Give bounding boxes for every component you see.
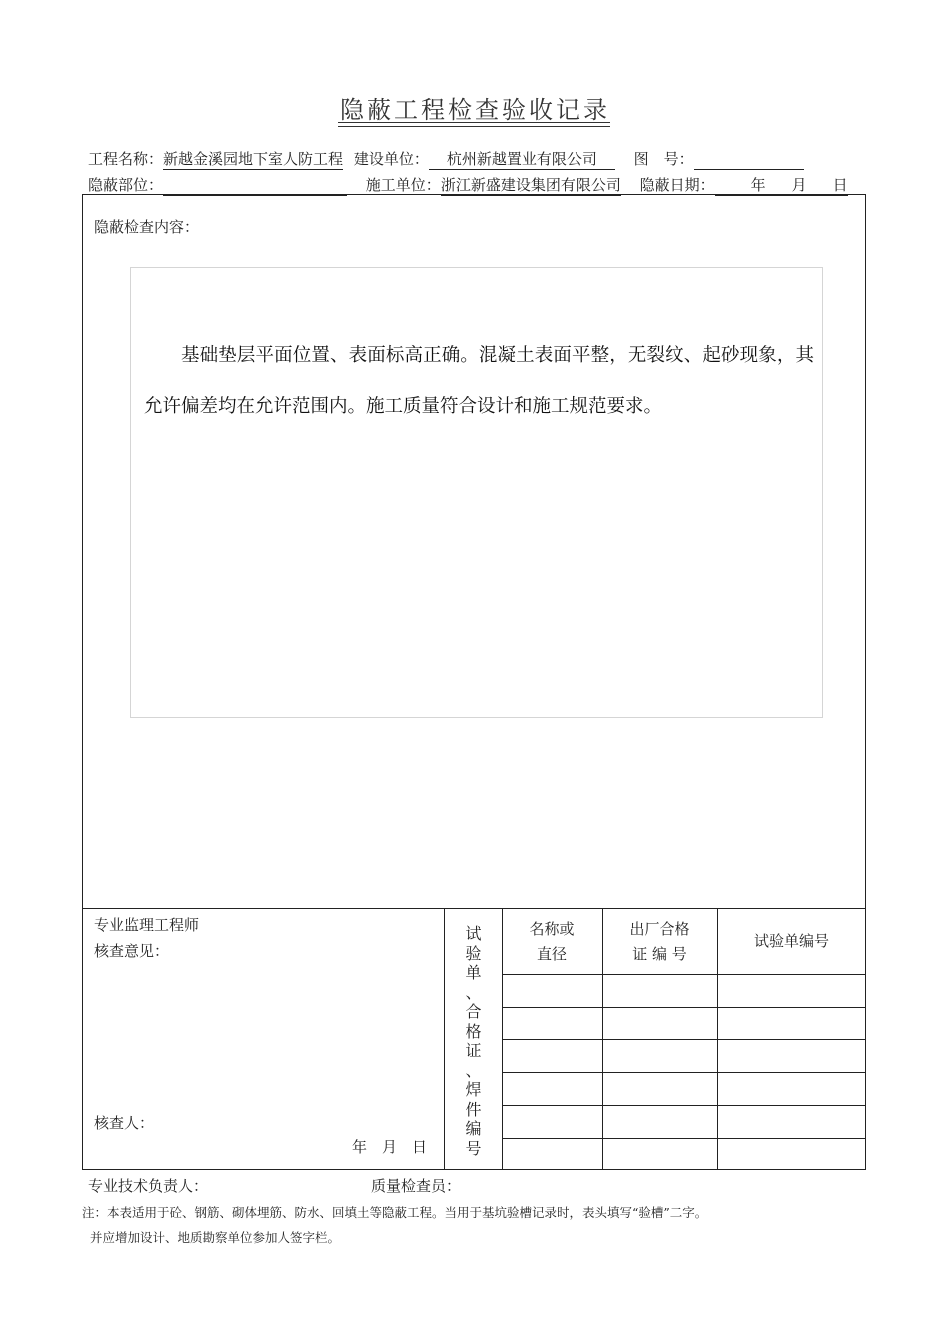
inspection-content-text: 基础垫层平面位置、表面标高正确。混凝土表面平整，无裂纹、起砂现象，其允许偏差均在允许范围内。施工质量符合设计和施工规范要求。 — [144, 345, 814, 417]
engineer-label-line2: 核查意见： — [94, 942, 170, 960]
table-row-line — [502, 1105, 866, 1106]
tech-lead-label: 专业技术负责人： — [88, 1177, 209, 1195]
table-row-line — [502, 1039, 866, 1040]
cert-vertical-label: 试 验 单 、 合 格 证 、 焊 件 编 号 — [465, 924, 482, 1158]
engineer-review-label — [94, 912, 199, 964]
col-header-cert-line1: 出厂合格 — [629, 920, 690, 938]
header-row-1 — [88, 148, 804, 170]
page-title: 隐蔽工程检查验收记录 — [340, 96, 610, 124]
table-row-line — [502, 1138, 866, 1139]
col-header-name-line1: 名称或 — [529, 920, 575, 938]
col-header-cert — [602, 917, 717, 967]
contractor-label: 施工单位： — [365, 176, 441, 194]
hidden-part-label: 隐蔽部位： — [88, 176, 164, 194]
contractor-value[interactable]: 浙江新盛建设集团有限公司 — [440, 176, 621, 194]
hidden-date-label: 隐蔽日期： — [639, 176, 715, 194]
header-row-2 — [88, 174, 848, 196]
table-header-divider — [502, 974, 866, 975]
month-label: 月 — [791, 176, 807, 194]
inspection-content-label: 隐蔽检查内容： — [94, 218, 200, 236]
drawing-no-field[interactable] — [694, 155, 804, 170]
title-underline-double — [338, 126, 610, 127]
project-name-label: 工程名称： — [88, 150, 164, 168]
project-name-value[interactable]: 新越金溪园地下室人防工程 — [163, 150, 344, 168]
reviewer-label: 核查人： — [94, 1114, 155, 1132]
drawing-no-label: 图 号： — [633, 150, 694, 168]
construction-unit-label: 建设单位： — [353, 150, 429, 168]
year-label: 年 — [750, 176, 766, 194]
col-header-name-line2: 直径 — [536, 945, 567, 963]
title-underline — [338, 122, 610, 123]
note-line-2: 并应增加设计、地质勘察单位参加人签字栏。 — [90, 1230, 341, 1245]
table-row-line — [502, 1007, 866, 1008]
note-line-1: 注：本表适用于砼、钢筋、砌体埋筋、防水、回填土等隐蔽工程。当用于基坑验槽记录时，表头填写“验槽”二字。 — [82, 1205, 708, 1220]
col-header-cert-line2: 证 编 号 — [632, 945, 687, 963]
day-label: 日 — [832, 176, 848, 194]
quality-inspector-label: 质量检查员： — [371, 1177, 462, 1195]
hidden-date-field[interactable] — [715, 174, 848, 196]
col-header-test-no: 试验单编号 — [753, 932, 829, 950]
review-date: 年 月 日 — [352, 1138, 428, 1156]
col-header-name — [502, 917, 602, 967]
bottom-section-divider — [82, 908, 866, 909]
engineer-label-line1: 专业监理工程师 — [94, 916, 200, 934]
table-row-line — [502, 1072, 866, 1073]
construction-unit-value[interactable]: 杭州新越置业有限公司 — [429, 148, 615, 170]
